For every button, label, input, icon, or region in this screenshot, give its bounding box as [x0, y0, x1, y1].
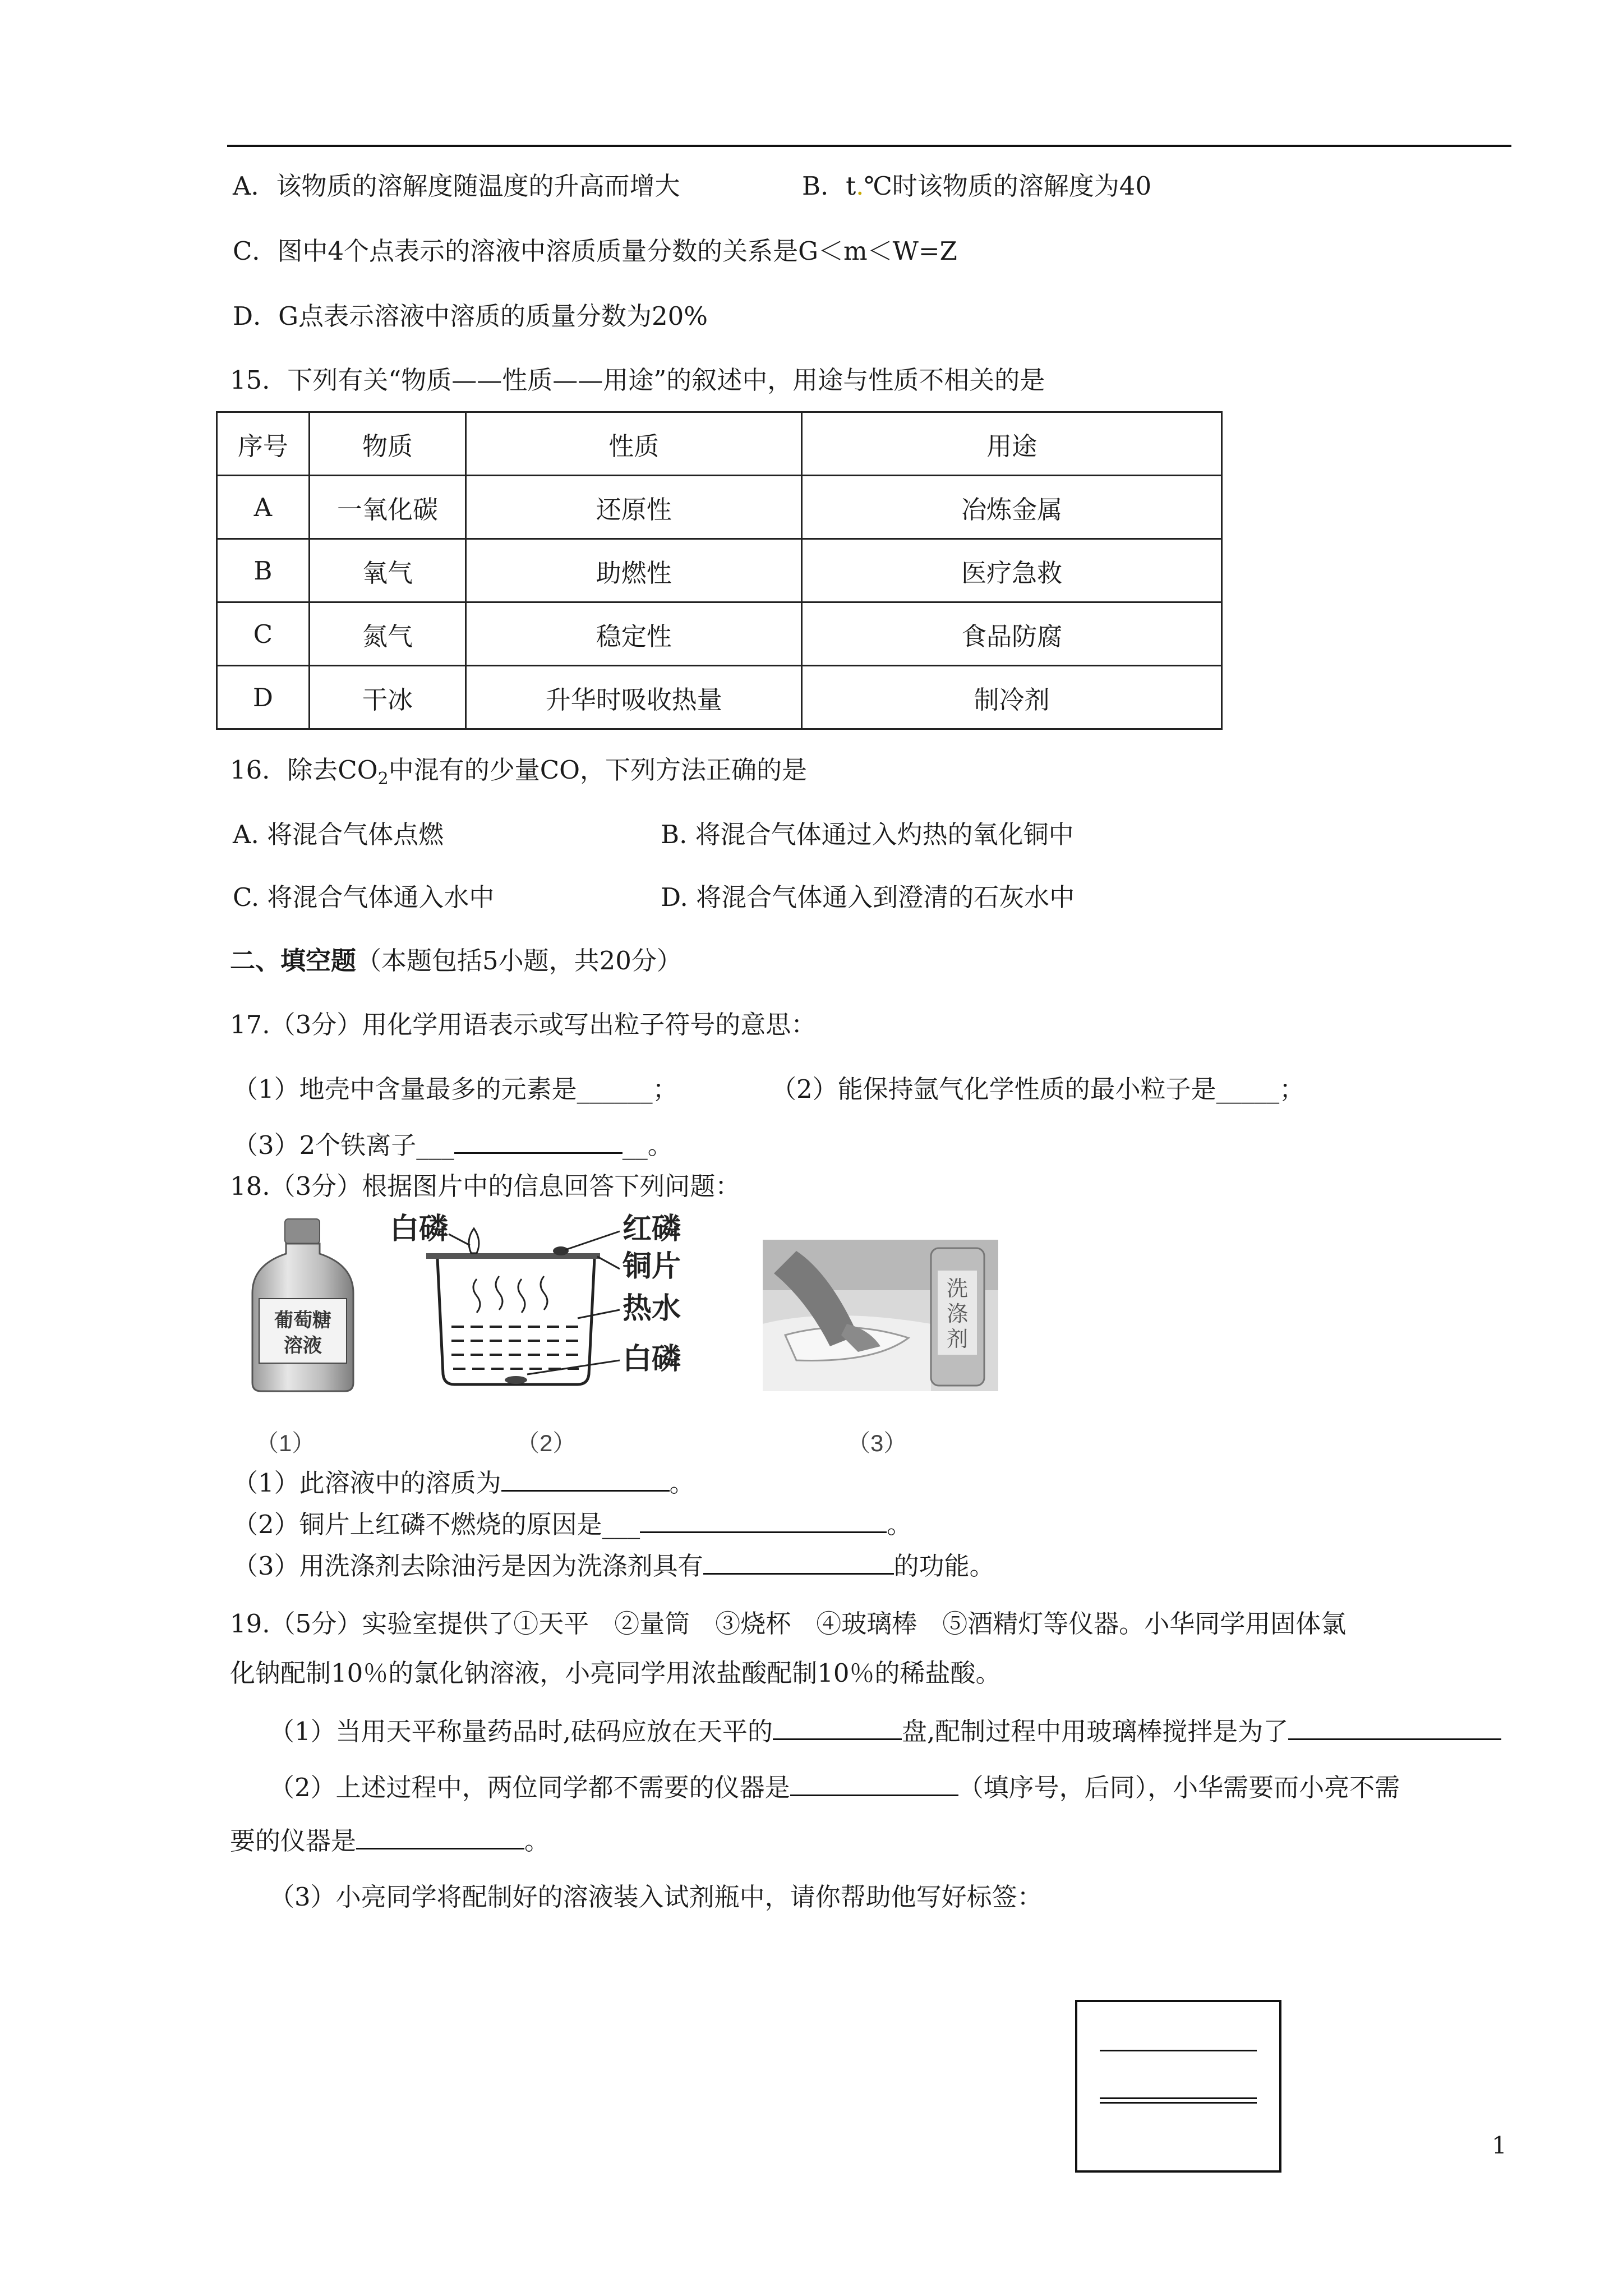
table-cell: 氧气 [309, 539, 466, 602]
q16-option-b: B. 将混合气体通过入灼热的氧化铜中 [661, 820, 1074, 849]
q14-option-b: B．t.℃时该物质的溶解度为40 [802, 171, 1152, 201]
q18-part-3: （3）用洗涤剂去除油污是因为洗涤剂具有 的功能。 [233, 1548, 995, 1583]
table-cell: 稳定性 [466, 602, 802, 666]
table-header-cell: 性质 [466, 412, 802, 476]
table-cell: D [217, 666, 310, 729]
table-cell: 升华时吸收热量 [466, 666, 802, 729]
figure-caption-1: （1） [255, 1430, 316, 1456]
answer-blank[interactable] [790, 1770, 958, 1796]
q19-part-2: （2）上述过程中，两位同学都不需要的仪器是 （填序号，后同），小华需要而小亮不需 [269, 1770, 1400, 1805]
table-cell: 氮气 [309, 602, 466, 666]
phosphorus-beaker-diagram [387, 1206, 701, 1402]
bottle-label-line-1: 葡萄糖 [274, 1309, 331, 1332]
q14-option-c: C．图中4个点表示的溶液中溶质质量分数的关系是G＜m＜W=Z [233, 236, 957, 266]
table-cell: 食品防腐 [802, 602, 1222, 666]
table-cell: 还原性 [466, 476, 802, 539]
q15-table [216, 411, 1223, 730]
section-heading: 二、填空题（本题包括5小题，共20分） [230, 946, 682, 976]
q19-part-2-continued: 要的仪器是 。 [230, 1823, 550, 1858]
q16-option-c: C. 将混合气体通入水中 [233, 882, 495, 912]
bottle-label-line-2: 溶液 [284, 1335, 322, 1357]
white-phosphorus-top-label: 白磷 [390, 1212, 449, 1246]
glucose-bottle-icon [247, 1214, 359, 1394]
q15-stem: 15．下列有关“物质——性质——用途”的叙述中，用途与性质不相关的是 [230, 365, 1045, 395]
table-row [217, 539, 1222, 602]
red-phosphorus-label: 红磷 [623, 1212, 681, 1246]
answer-blank[interactable] [454, 1128, 623, 1154]
table-header-cell: 物质 [309, 412, 466, 476]
detergent-label-char: 洗 [946, 1276, 969, 1301]
q19-stem-line-2: 化钠配制10％的氯化钠溶液，小亮同学用浓盐酸配制10％的稀盐酸。 [230, 1658, 1001, 1688]
q14-option-a: A．该物质的溶解度随温度的升高而增大 [233, 171, 680, 201]
q18-stem: 18.（3分）根据图片中的信息回答下列问题： [230, 1171, 741, 1201]
table-cell: 医疗急救 [802, 539, 1222, 602]
q19-part-1: （1）当用天平称量药品时,砝码应放在天平的 盘,配制过程中用玻璃棒搅拌是为了 [269, 1714, 1501, 1749]
label-blank-line-1 [1100, 2050, 1257, 2051]
q14-option-d: D．G点表示溶液中溶质的质量分数为20% [233, 301, 708, 331]
hot-water-label: 热水 [623, 1292, 681, 1326]
table-cell: C [217, 602, 310, 666]
reagent-label-box[interactable] [1075, 2000, 1281, 2173]
q17-part-2: （2）能保持氩气化学性质的最小粒子是_____； [771, 1074, 1305, 1104]
table-header-row [217, 412, 1222, 476]
table-cell: 干冰 [309, 666, 466, 729]
copper-sheet-label: 铜片 [623, 1250, 681, 1283]
q18-part-2: （2）铜片上红磷不燃烧的原因是___ 。 [233, 1507, 912, 1542]
q19-stem-line-1: 19.（5分）实验室提供了①天平 ②量筒 ③烧杯 ④玻璃棒 ⑤酒精灯等仪器。小华同学用固体氯 [230, 1609, 1347, 1639]
figure-caption-2: （2） [516, 1430, 577, 1456]
table-cell: 一氧化碳 [309, 476, 466, 539]
q17-stem: 17.（3分）用化学用语表示或写出粒子符号的意思： [230, 1010, 817, 1039]
table-header-cell: 用途 [802, 412, 1222, 476]
table-cell: 冶炼金属 [802, 476, 1222, 539]
table-cell: 助燃性 [466, 539, 802, 602]
q17-part-1: （1）地壳中含量最多的元素是______； [233, 1074, 678, 1104]
answer-blank[interactable] [703, 1548, 894, 1575]
table-header-cell: 序号 [217, 412, 310, 476]
q19-part-3: （3）小亮同学将配制好的溶液装入试剂瓶中，请你帮助他写好标签： [269, 1882, 1043, 1912]
table-cell: A [217, 476, 310, 539]
table-row [217, 476, 1222, 539]
table-cell: 制冷剂 [802, 666, 1222, 729]
table-row [217, 602, 1222, 666]
answer-blank[interactable] [773, 1714, 902, 1740]
header-rule [227, 145, 1511, 147]
answer-blank[interactable] [1288, 1714, 1501, 1740]
q17-part-3: （3）2个铁离子___ __。 [233, 1128, 673, 1162]
q16-stem: 16．除去$CO_2$中混有的少量CO，下列方法正确的是 [230, 755, 808, 789]
detergent-label-char: 剂 [946, 1327, 969, 1351]
label-blank-line-2 [1100, 2097, 1257, 2099]
answer-blank[interactable] [356, 1823, 524, 1849]
page-number: 1 [1492, 2132, 1507, 2159]
q16-option-d: D. 将混合气体通入到澄清的石灰水中 [661, 882, 1075, 912]
answer-blank[interactable] [640, 1507, 887, 1533]
white-phosphorus-bottom-label: 白磷 [623, 1342, 681, 1376]
label-blank-line-3 [1100, 2102, 1257, 2104]
detergent-label-char: 涤 [946, 1301, 969, 1326]
figure-caption-3: （3） [847, 1430, 907, 1456]
detergent-washing-photo [763, 1240, 998, 1391]
answer-blank[interactable] [501, 1465, 670, 1492]
table-row [217, 666, 1222, 729]
q18-part-1: （1）此溶液中的溶质为 。 [233, 1465, 695, 1500]
table-cell: B [217, 539, 310, 602]
q16-option-a: A. 将混合气体点燃 [233, 820, 444, 849]
